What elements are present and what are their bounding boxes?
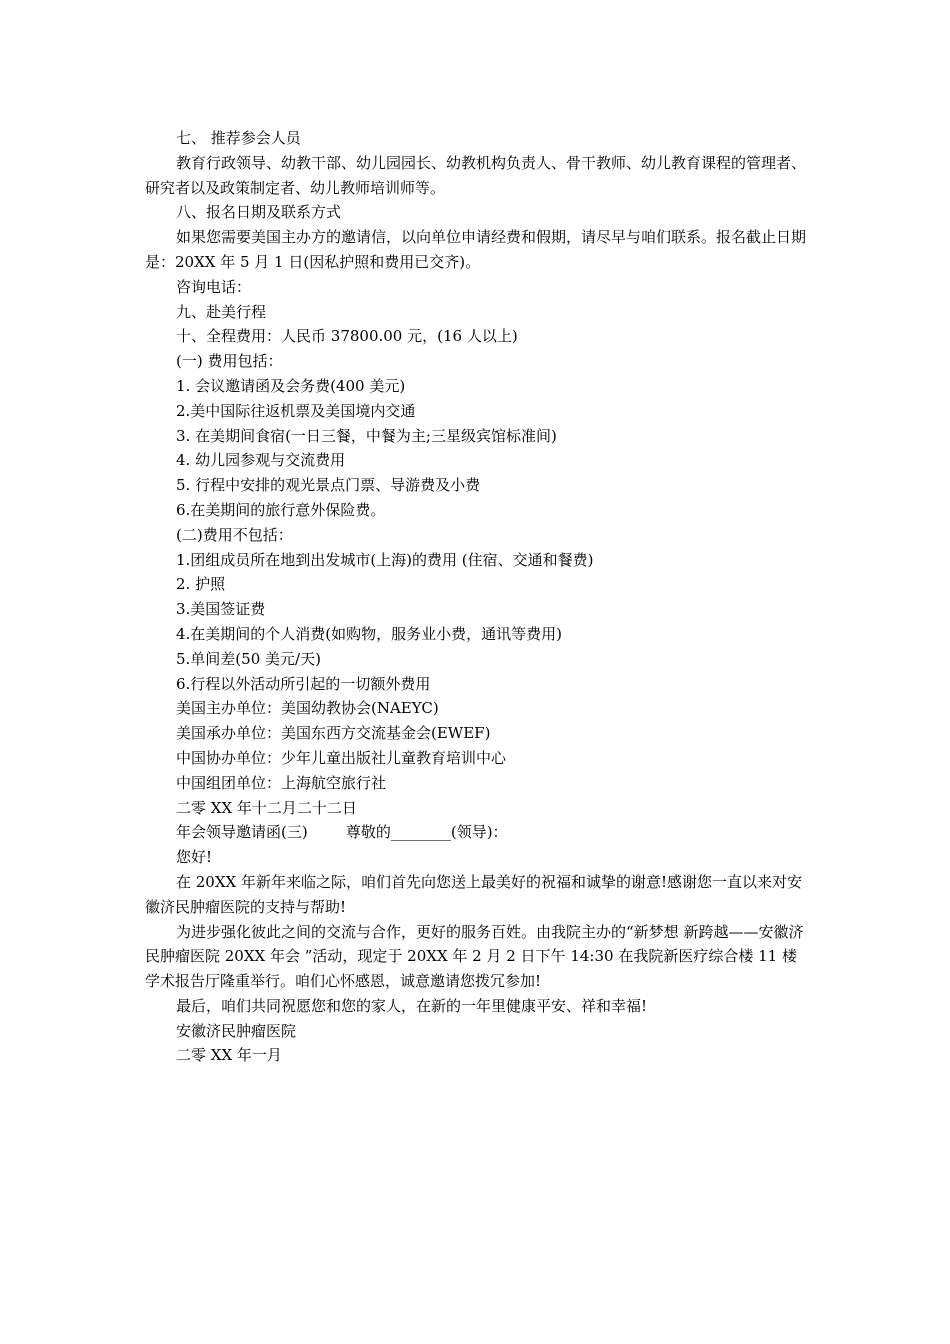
paragraph: 4.在美期间的个人消费(如购物，服务业小费，通讯等费用) [176,624,563,643]
paragraph: 二零 XX 年十二月二十二日 [176,798,357,817]
paragraph: 美国承办单位：美国东西方交流基金会(EWEF) [176,724,491,743]
paragraph: 二零 XX 年一月 [176,1046,282,1065]
paragraph: 4. 幼儿园参观与交流费用 [176,451,346,470]
paragraph: 最后，咱们共同祝愿您和您的家人，在新的一年里健康平安、祥和幸福! [176,996,648,1015]
paragraph: 年会领导邀请函(三) 尊敬的________(领导)： [176,823,508,842]
paragraph: 3. 在美期间食宿(一日三餐，中餐为主;三星级宾馆标准间) [176,426,557,445]
paragraph: 安徽济民肿瘤医院 [176,1021,297,1040]
paragraph: 您好! [176,848,213,867]
paragraph: 2. 护照 [176,575,226,594]
paragraph: 6.行程以外活动所引起的一切额外费用 [176,674,431,693]
paragraph: 在 20XX 年新年来临之际，咱们首先向您送上最美好的祝福和诚挚的谢意!感谢您一直以来对安徽济民肿瘤医院的支持与帮助! [145,872,803,916]
paragraph: 5. 行程中安排的观光景点门票、导游费及小费 [176,476,481,495]
paragraph: 教育行政领导、幼教干部、幼儿园园长、幼教机构负责人、骨干教师、幼儿教育课程的管理者、研究者以及政策制定者、幼儿教师培训师等。 [145,153,807,197]
paragraph: 2.美中国际往返机票及美国境内交通 [176,401,416,420]
paragraph: (一) 费用包括： [176,352,283,371]
paragraph: 5.单间差(50 美元/天) [176,649,321,668]
document-body [145,126,807,1068]
paragraph: 为进步强化彼此之间的交流与合作，更好的服务百姓。由我院主办的“新梦想 新跨越——安徽济民肿瘤医院 20XX 年会 ”活动，现定于 20XX 年 2 月 2 日下午 14:30 在我院新医疗综合楼 11 楼学术报告厅隆重举行。咱们心怀感恩，诚意邀请您拨冗参加! [145,922,804,991]
paragraph: 八、报名日期及联系方式 [176,203,342,222]
paragraph: 1.团组成员所在地到出发城市(上海)的费用 (住宿、交通和餐费) [176,550,594,569]
paragraph: 九、赴美行程 [176,302,267,321]
paragraph: 1. 会议邀请函及会务费(400 美元) [176,376,406,395]
paragraph: 咨询电话： [176,277,252,296]
paragraph: 十、全程费用：人民币 37800.00 元，(16 人以上) [176,327,518,346]
paragraph: 七、 推荐参会人员 [176,129,301,147]
paragraph: 3.美国签证费 [176,600,266,619]
paragraph: 中国组团单位：上海航空旅行社 [176,773,387,792]
paragraph: (二)费用不包括： [176,525,293,544]
paragraph: 中国协办单位：少年儿童出版社儿童教育培训中心 [176,748,507,767]
paragraph: 如果您需要美国主办方的邀请信，以向单位申请经费和假期，请尽早与咱们联系。报名截止日期是：20XX 年 5 月 1 日(因私护照和费用已交齐)。 [145,228,807,271]
paragraph: 美国主办单位：美国幼教协会(NAEYC) [176,699,439,718]
paragraph: 6.在美期间的旅行意外保险费。 [176,500,386,519]
